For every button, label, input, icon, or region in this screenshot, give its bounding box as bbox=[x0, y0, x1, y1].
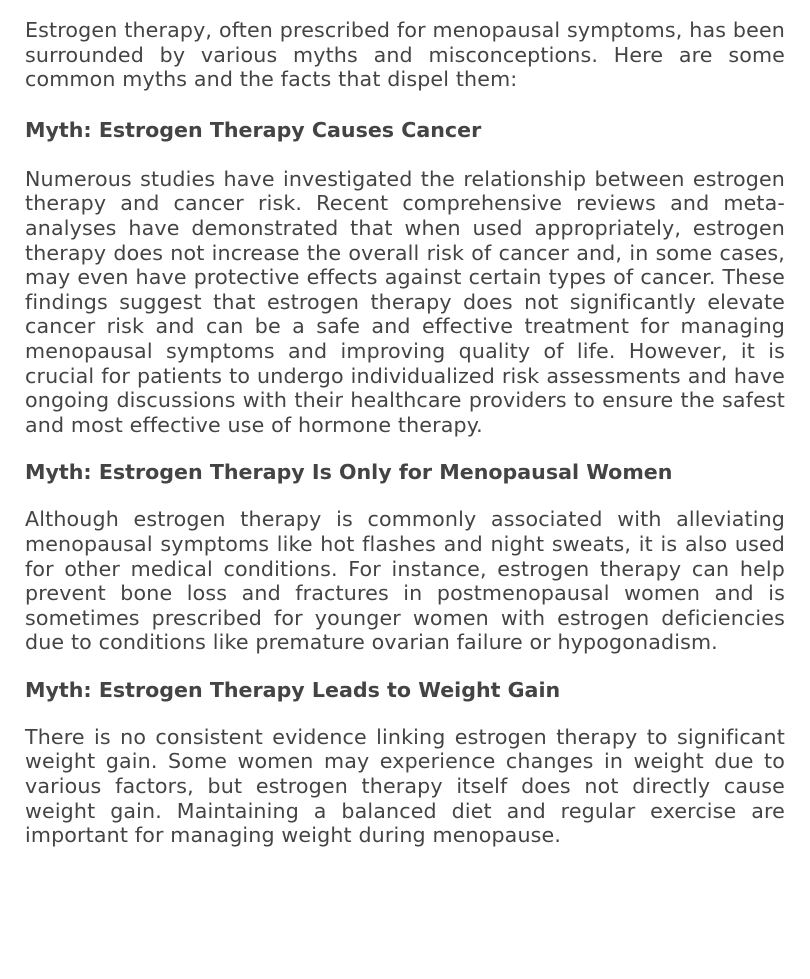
section-heading-cancer: Myth: Estrogen Therapy Causes Cancer bbox=[25, 117, 482, 142]
section-body-menopausal-only: Although estrogen therapy is commonly associated with alleviating menopausal symptoms like hot flashes and night sweats, it is also used for other medical conditions. For instance, estrogen therapy can help prevent bone loss and fractures in postmenopausal women and is sometimes prescribed for younger women with estrogen deficiencies due to conditions like premature ovarian failure or hypogonadism. bbox=[25, 507, 785, 655]
article bbox=[25, 18, 785, 848]
section-body-cancer: Numerous studies have investigated the relationship between estrogen therapy and cancer risk. Recent comprehensive reviews and meta-analyses have demonstrated that when used appropriately, estrogen therapy does not increase the overall risk of cancer and, in some cases, may even have protective effects against certain types of cancer. These findings suggest that estrogen therapy does not significantly elevate cancer risk and can be a safe and effective treatment for managing menopausal symptoms and improving quality of life. However, it is crucial for patients to undergo individualized risk assessments and have ongoing discussions with their healthcare providers to ensure the safest and most effective use of hormone therapy. bbox=[25, 166, 785, 437]
section-heading-weight-gain: Myth: Estrogen Therapy Leads to Weight Gain bbox=[25, 677, 561, 702]
section-body-weight-gain: There is no consistent evidence linking estrogen therapy to significant weight gain. Some women may experience changes in weight due to various factors, but estrogen therapy itself does not directly cause weight gain. Maintaining a balanced diet and regular exercise are important for managing weight during menopause. bbox=[25, 724, 785, 848]
intro-paragraph: Estrogen therapy, often prescribed for menopausal symptoms, has been surrounded by various myths and misconceptions. Here are some common myths and the facts that dispel them: bbox=[25, 18, 785, 92]
section-heading-menopausal-only: Myth: Estrogen Therapy Is Only for Menopausal Women bbox=[25, 460, 673, 485]
